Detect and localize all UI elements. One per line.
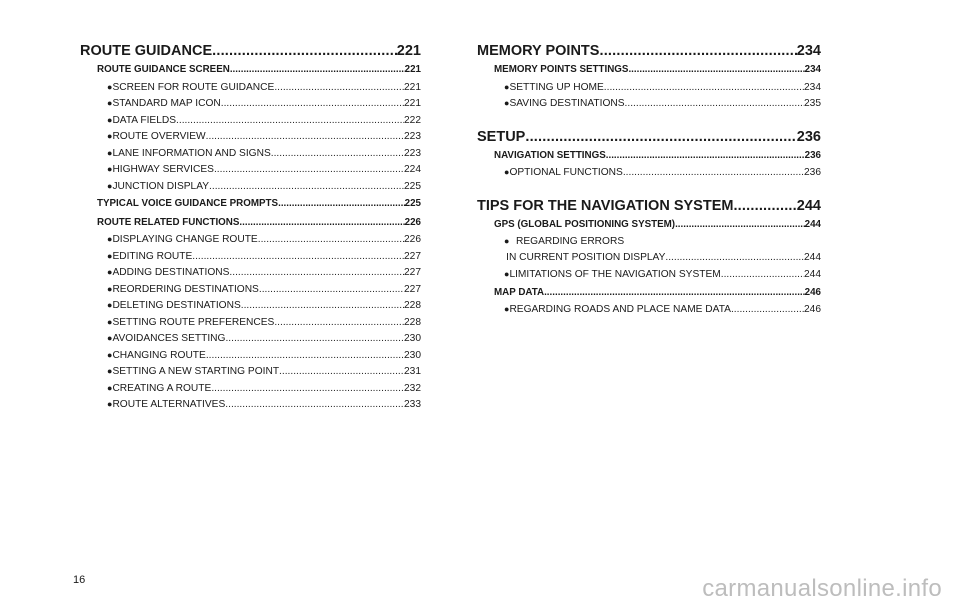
item-page: 227 [404, 283, 421, 295]
item-label: DATA FIELDS [112, 114, 177, 126]
bullet-icon: ● [107, 147, 113, 158]
leader-dots [225, 331, 404, 347]
bullet-icon: ● [107, 349, 113, 360]
toc-item[interactable] [80, 396, 421, 413]
item-page: 244 [804, 269, 821, 280]
section-page: 246 [804, 286, 821, 298]
item-label: ROUTE ALTERNATIVES [112, 399, 226, 410]
leader-dots [623, 165, 804, 181]
bullet-icon: ● [107, 180, 113, 191]
item-label: SETTING UP HOME [509, 81, 604, 93]
section-title: ROUTE GUIDANCE SCREEN [97, 64, 230, 75]
item-page: 230 [404, 333, 421, 344]
toc-section-typical-voice-guidance-prompts[interactable] [80, 196, 421, 213]
leader-dots [525, 128, 796, 146]
item-label: REGARDING ROADS AND PLACE NAME DATA [509, 304, 731, 315]
toc-section-route-guidance-screen[interactable] [80, 62, 421, 79]
leader-dots [628, 62, 804, 79]
bullet-icon: ● [107, 131, 113, 141]
toc-item[interactable] [80, 112, 421, 129]
leader-dots [214, 162, 404, 178]
toc-item[interactable] [80, 178, 421, 195]
item-page: 231 [404, 366, 421, 377]
bullet-icon: ● [107, 366, 113, 376]
section-title: MEMORY POINTS SETTINGS [494, 64, 629, 75]
item-label: JUNCTION DISPLAY [112, 180, 210, 192]
leader-dots [192, 249, 404, 265]
toc-chapter-route-guidance[interactable] [80, 42, 421, 60]
bullet-icon: ● [107, 164, 113, 174]
section-page: 226 [404, 216, 421, 228]
item-page: 223 [404, 147, 421, 159]
item-label: CREATING A ROUTE [112, 382, 212, 394]
leader-dots [271, 146, 404, 162]
item-page: 228 [404, 300, 421, 311]
bullet-icon: ● [107, 283, 113, 294]
bullet-icon: ● [504, 304, 510, 314]
item-page: 232 [404, 382, 421, 394]
toc-chapter-setup[interactable] [477, 128, 821, 146]
item-label: ADDING DESTINATIONS [112, 267, 230, 278]
leader-dots [206, 348, 404, 364]
toc-section-navigation-settings[interactable] [477, 148, 821, 165]
toc-item[interactable] [477, 301, 821, 318]
item-label: AVOIDANCES SETTING [112, 333, 226, 344]
bullet-icon: ● [504, 98, 510, 108]
item-page: 233 [404, 399, 421, 410]
item-page: 225 [404, 180, 421, 192]
leader-dots [544, 285, 805, 302]
toc-section-map-data[interactable] [477, 285, 821, 302]
toc-chapter-memory-points[interactable] [477, 42, 821, 60]
item-page: 222 [404, 114, 421, 126]
bullet-icon: ● [107, 81, 113, 92]
toc-item[interactable] [477, 95, 821, 112]
section-title: TYPICAL VOICE GUIDANCE PROMPTS [97, 198, 279, 209]
item-label: REGARDING ERRORS [516, 236, 625, 247]
leader-dots [221, 96, 404, 112]
leader-dots [604, 80, 804, 96]
leader-dots [241, 298, 404, 314]
item-page: 234 [804, 81, 821, 93]
toc-item[interactable] [477, 79, 821, 96]
bullet-icon: ● [504, 269, 510, 279]
toc-item[interactable] [80, 297, 421, 314]
toc-chapter-tips-navigation-system[interactable] [477, 197, 821, 215]
leader-dots [606, 148, 805, 165]
toc-section-gps[interactable] [477, 217, 821, 234]
item-page: 235 [804, 98, 821, 109]
chapter-title: ROUTE GUIDANCE [80, 43, 213, 59]
toc-item[interactable] [80, 95, 421, 112]
toc-item[interactable] [477, 266, 821, 283]
chapter-page: 221 [396, 43, 421, 59]
item-label: LIMITATIONS OF THE NAVIGATION SYSTEM [509, 269, 721, 280]
chapter-page: 244 [796, 197, 821, 214]
toc-right-column [477, 42, 821, 318]
item-page: 221 [404, 98, 421, 109]
item-label: DELETING DESTINATIONS [112, 300, 241, 311]
section-page: 225 [404, 198, 421, 209]
item-page: 230 [404, 349, 421, 361]
toc-item[interactable] [80, 347, 421, 364]
leader-dots [274, 80, 404, 96]
item-page: 223 [404, 131, 421, 142]
chapter-title: TIPS FOR THE NAVIGATION SYSTEM [477, 197, 734, 214]
section-page: 221 [404, 64, 421, 75]
toc-item[interactable] [80, 264, 421, 281]
section-page: 244 [804, 218, 821, 230]
bullet-icon: ● [504, 236, 510, 246]
item-page: 226 [404, 234, 421, 245]
item-page: 228 [404, 316, 421, 328]
item-label: EDITING ROUTE [112, 250, 193, 262]
item-label: IN CURRENT POSITION DISPLAY [506, 251, 666, 263]
toc-item[interactable] [80, 161, 421, 178]
toc-item[interactable] [80, 314, 421, 331]
bullet-icon: ● [107, 382, 113, 393]
item-label: STANDARD MAP ICON [112, 98, 221, 109]
watermark: carmanualsonline.info [702, 575, 942, 602]
bullet-icon: ● [504, 167, 510, 177]
page-number: 16 [73, 574, 86, 586]
section-title: ROUTE RELATED FUNCTIONS [97, 216, 240, 228]
leader-dots [206, 129, 404, 145]
toc-section-memory-points-settings[interactable] [477, 62, 821, 79]
item-page: 227 [404, 267, 421, 278]
toc-item-continuation[interactable] [477, 250, 821, 267]
bullet-icon: ● [107, 98, 113, 108]
item-label: REORDERING DESTINATIONS [112, 283, 259, 295]
item-label: DISPLAYING CHANGE ROUTE [112, 234, 258, 245]
leader-dots [599, 42, 796, 60]
leader-dots [259, 282, 404, 298]
leader-dots [239, 215, 404, 232]
item-label: SETTING A NEW STARTING POINT [112, 366, 280, 377]
item-label: LANE INFORMATION AND SIGNS [112, 147, 271, 159]
leader-dots [279, 364, 404, 380]
leader-dots [721, 267, 804, 283]
leader-dots [229, 265, 404, 281]
leader-dots [278, 196, 405, 213]
section-title: GPS (GLOBAL POSITIONING SYSTEM) [494, 218, 676, 230]
bullet-icon: ● [107, 300, 113, 310]
leader-dots [625, 96, 804, 112]
item-label: SETTING ROUTE PREFERENCES [112, 316, 275, 328]
leader-dots [212, 42, 397, 60]
bullet-icon: ● [107, 399, 113, 409]
item-page: 221 [404, 81, 421, 93]
leader-dots [731, 302, 804, 318]
bullet-icon: ● [107, 114, 113, 125]
leader-dots [675, 217, 805, 234]
item-page: 227 [404, 250, 421, 262]
toc-item[interactable] [80, 79, 421, 96]
toc-section-route-related-functions[interactable] [80, 215, 421, 232]
item-page: 236 [804, 167, 821, 178]
section-page: 236 [804, 149, 821, 161]
item-page: 244 [804, 251, 821, 263]
toc-item-first-line[interactable] [477, 233, 821, 250]
bullet-icon: ● [504, 81, 510, 92]
toc-item[interactable] [80, 330, 421, 347]
toc-item[interactable] [80, 145, 421, 162]
chapter-page: 234 [796, 43, 821, 59]
leader-dots [258, 232, 404, 248]
chapter-title: MEMORY POINTS [477, 43, 600, 59]
item-label: SAVING DESTINATIONS [509, 98, 625, 109]
item-page: 246 [804, 304, 821, 315]
toc-item[interactable] [80, 281, 421, 298]
leader-dots [225, 397, 404, 413]
item-page: 224 [404, 164, 421, 175]
toc-item[interactable] [80, 248, 421, 265]
leader-dots [733, 197, 796, 215]
leader-dots [230, 62, 405, 79]
section-page: 234 [804, 64, 821, 75]
toc-left-column [80, 42, 421, 413]
bullet-icon: ● [107, 316, 113, 327]
section-title: NAVIGATION SETTINGS [494, 149, 606, 161]
item-label: CHANGING ROUTE [112, 349, 206, 361]
toc-item[interactable] [80, 380, 421, 397]
bullet-icon: ● [107, 250, 113, 261]
toc-item[interactable] [80, 363, 421, 380]
item-label: ROUTE OVERVIEW [112, 131, 206, 142]
chapter-page: 236 [796, 128, 821, 145]
toc-item[interactable] [80, 231, 421, 248]
bullet-icon: ● [107, 234, 113, 244]
leader-dots [176, 113, 404, 129]
toc-item[interactable] [80, 128, 421, 145]
toc-item[interactable] [477, 164, 821, 181]
item-label: OPTIONAL FUNCTIONS [509, 167, 623, 178]
item-label: HIGHWAY SERVICES [112, 164, 214, 175]
chapter-title: SETUP [477, 128, 526, 145]
leader-dots [209, 179, 404, 195]
leader-dots [211, 381, 404, 397]
item-label: SCREEN FOR ROUTE GUIDANCE [112, 81, 275, 93]
bullet-icon: ● [107, 267, 113, 277]
section-title: MAP DATA [494, 286, 545, 298]
leader-dots [274, 315, 404, 331]
leader-dots [665, 250, 804, 267]
bullet-icon: ● [107, 333, 113, 343]
